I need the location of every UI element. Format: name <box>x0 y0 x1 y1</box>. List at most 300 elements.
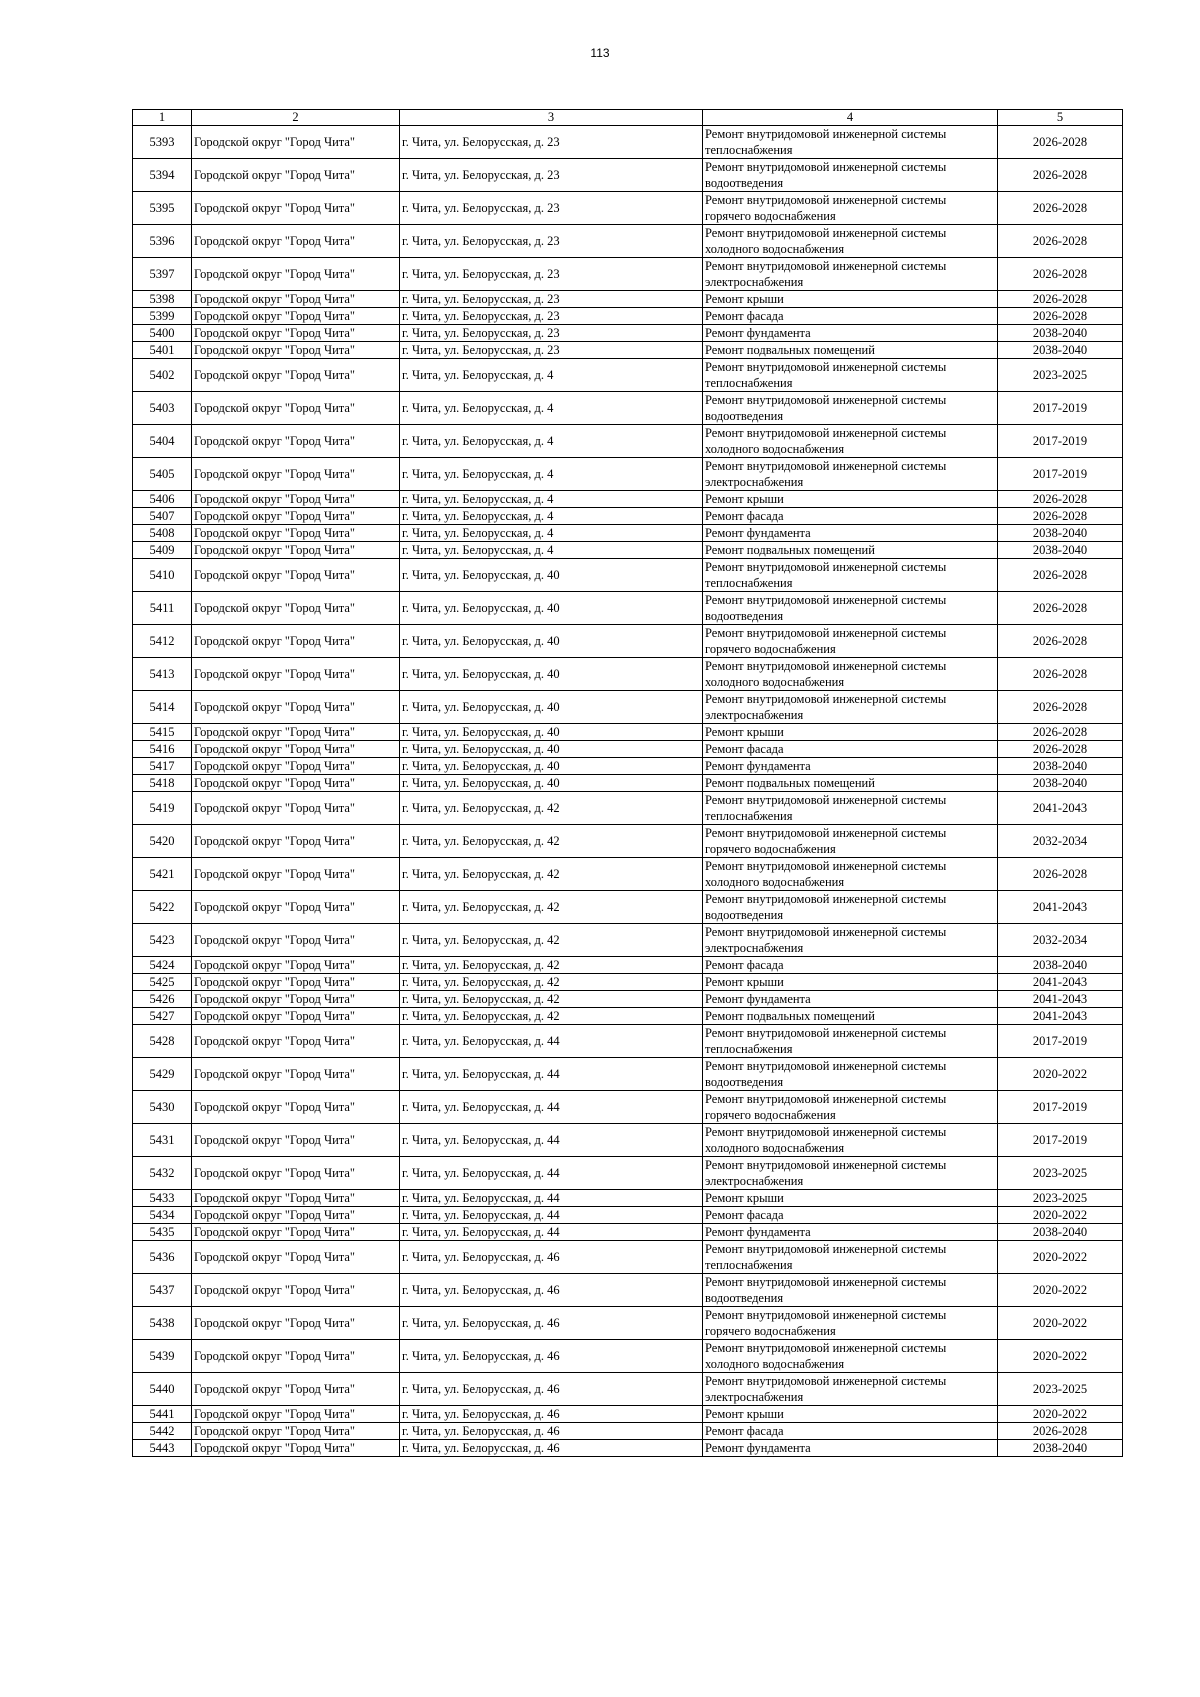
cell-row-number: 5405 <box>133 458 192 491</box>
cell-row-number: 5423 <box>133 924 192 957</box>
cell-municipality: Городской округ "Город Чита" <box>192 1274 400 1307</box>
cell-work-type: Ремонт фундамента <box>703 991 998 1008</box>
table-row <box>133 258 1123 291</box>
cell-period: 2038-2040 <box>998 325 1123 342</box>
cell-municipality: Городской округ "Город Чита" <box>192 1373 400 1406</box>
cell-municipality: Городской округ "Город Чита" <box>192 1207 400 1224</box>
table-row <box>133 1307 1123 1340</box>
table-row <box>133 126 1123 159</box>
cell-row-number: 5421 <box>133 858 192 891</box>
cell-work-type: Ремонт фасада <box>703 1207 998 1224</box>
cell-row-number: 5394 <box>133 159 192 192</box>
cell-work-type: Ремонт внутридомовой инженерной системы электроснабжения <box>703 258 998 291</box>
cell-row-number: 5428 <box>133 1025 192 1058</box>
cell-period: 2020-2022 <box>998 1207 1123 1224</box>
cell-address: г. Чита, ул. Белорусская, д. 42 <box>400 1008 703 1025</box>
cell-row-number: 5441 <box>133 1406 192 1423</box>
cell-period: 2020-2022 <box>998 1274 1123 1307</box>
cell-address: г. Чита, ул. Белорусская, д. 40 <box>400 625 703 658</box>
cell-municipality: Городской округ "Город Чита" <box>192 308 400 325</box>
cell-work-type: Ремонт внутридомовой инженерной системы теплоснабжения <box>703 1025 998 1058</box>
cell-row-number: 5406 <box>133 491 192 508</box>
cell-municipality: Городской округ "Город Чита" <box>192 542 400 559</box>
cell-address: г. Чита, ул. Белорусская, д. 23 <box>400 258 703 291</box>
cell-work-type: Ремонт внутридомовой инженерной системы горячего водоснабжения <box>703 825 998 858</box>
cell-row-number: 5440 <box>133 1373 192 1406</box>
cell-municipality: Городской округ "Город Чита" <box>192 1307 400 1340</box>
table-row <box>133 1373 1123 1406</box>
cell-municipality: Городской округ "Город Чита" <box>192 858 400 891</box>
cell-row-number: 5426 <box>133 991 192 1008</box>
table-row <box>133 192 1123 225</box>
cell-period: 2026-2028 <box>998 225 1123 258</box>
cell-row-number: 5413 <box>133 658 192 691</box>
cell-work-type: Ремонт внутридомовой инженерной системы теплоснабжения <box>703 359 998 392</box>
cell-address: г. Чита, ул. Белорусская, д. 40 <box>400 691 703 724</box>
cell-address: г. Чита, ул. Белорусская, д. 46 <box>400 1340 703 1373</box>
cell-work-type: Ремонт фундамента <box>703 758 998 775</box>
cell-row-number: 5399 <box>133 308 192 325</box>
cell-municipality: Городской округ "Город Чита" <box>192 1423 400 1440</box>
cell-row-number: 5401 <box>133 342 192 359</box>
cell-address: г. Чита, ул. Белорусская, д. 23 <box>400 291 703 308</box>
cell-work-type: Ремонт внутридомовой инженерной системы горячего водоснабжения <box>703 1091 998 1124</box>
cell-period: 2026-2028 <box>998 691 1123 724</box>
table-row <box>133 592 1123 625</box>
table-row <box>133 991 1123 1008</box>
table-row <box>133 691 1123 724</box>
table-row <box>133 159 1123 192</box>
table-row <box>133 525 1123 542</box>
table-row <box>133 392 1123 425</box>
cell-municipality: Городской округ "Город Чита" <box>192 1406 400 1423</box>
cell-row-number: 5414 <box>133 691 192 724</box>
table-row <box>133 1440 1123 1457</box>
cell-period: 2032-2034 <box>998 924 1123 957</box>
cell-municipality: Городской округ "Город Чита" <box>192 1241 400 1274</box>
table-row <box>133 1025 1123 1058</box>
cell-work-type: Ремонт фасада <box>703 308 998 325</box>
cell-period: 2041-2043 <box>998 991 1123 1008</box>
cell-work-type: Ремонт подвальных помещений <box>703 1008 998 1025</box>
cell-address: г. Чита, ул. Белорусская, д. 40 <box>400 592 703 625</box>
cell-address: г. Чита, ул. Белорусская, д. 23 <box>400 308 703 325</box>
repair-schedule-table <box>132 109 1123 1457</box>
table-row <box>133 425 1123 458</box>
cell-municipality: Городской округ "Город Чита" <box>192 625 400 658</box>
cell-work-type: Ремонт подвальных помещений <box>703 342 998 359</box>
cell-municipality: Городской округ "Город Чита" <box>192 508 400 525</box>
cell-period: 2020-2022 <box>998 1307 1123 1340</box>
cell-row-number: 5433 <box>133 1190 192 1207</box>
cell-municipality: Городской округ "Город Чита" <box>192 342 400 359</box>
cell-row-number: 5402 <box>133 359 192 392</box>
cell-municipality: Городской округ "Город Чита" <box>192 325 400 342</box>
table-row <box>133 291 1123 308</box>
cell-address: г. Чита, ул. Белорусская, д. 42 <box>400 974 703 991</box>
cell-municipality: Городской округ "Город Чита" <box>192 225 400 258</box>
cell-work-type: Ремонт внутридомовой инженерной системы электроснабжения <box>703 924 998 957</box>
cell-row-number: 5415 <box>133 724 192 741</box>
cell-address: г. Чита, ул. Белорусская, д. 40 <box>400 775 703 792</box>
cell-address: г. Чита, ул. Белорусская, д. 42 <box>400 924 703 957</box>
cell-address: г. Чита, ул. Белорусская, д. 4 <box>400 392 703 425</box>
cell-address: г. Чита, ул. Белорусская, д. 40 <box>400 658 703 691</box>
cell-period: 2026-2028 <box>998 308 1123 325</box>
cell-row-number: 5439 <box>133 1340 192 1373</box>
cell-row-number: 5418 <box>133 775 192 792</box>
cell-row-number: 5425 <box>133 974 192 991</box>
cell-period: 2026-2028 <box>998 592 1123 625</box>
header-col-2: 2 <box>192 110 400 126</box>
cell-period: 2038-2040 <box>998 1440 1123 1457</box>
table-row <box>133 308 1123 325</box>
cell-work-type: Ремонт внутридомовой инженерной системы электроснабжения <box>703 458 998 491</box>
cell-row-number: 5398 <box>133 291 192 308</box>
cell-work-type: Ремонт внутридомовой инженерной системы электроснабжения <box>703 1373 998 1406</box>
cell-work-type: Ремонт подвальных помещений <box>703 775 998 792</box>
cell-municipality: Городской округ "Город Чита" <box>192 1190 400 1207</box>
cell-work-type: Ремонт крыши <box>703 491 998 508</box>
cell-municipality: Городской округ "Город Чита" <box>192 691 400 724</box>
header-col-5: 5 <box>998 110 1123 126</box>
cell-address: г. Чита, ул. Белорусская, д. 42 <box>400 825 703 858</box>
cell-municipality: Городской округ "Город Чита" <box>192 957 400 974</box>
cell-period: 2041-2043 <box>998 974 1123 991</box>
table-row <box>133 1423 1123 1440</box>
cell-address: г. Чита, ул. Белорусская, д. 40 <box>400 559 703 592</box>
table-row <box>133 342 1123 359</box>
cell-period: 2026-2028 <box>998 258 1123 291</box>
cell-period: 2017-2019 <box>998 425 1123 458</box>
cell-address: г. Чита, ул. Белорусская, д. 46 <box>400 1423 703 1440</box>
cell-work-type: Ремонт фундамента <box>703 1440 998 1457</box>
cell-address: г. Чита, ул. Белорусская, д. 40 <box>400 724 703 741</box>
table-row <box>133 858 1123 891</box>
cell-period: 2032-2034 <box>998 825 1123 858</box>
cell-address: г. Чита, ул. Белорусская, д. 40 <box>400 758 703 775</box>
cell-municipality: Городской округ "Город Чита" <box>192 291 400 308</box>
header-col-1: 1 <box>133 110 192 126</box>
table-row <box>133 1190 1123 1207</box>
cell-row-number: 5438 <box>133 1307 192 1340</box>
cell-row-number: 5432 <box>133 1157 192 1190</box>
cell-address: г. Чита, ул. Белорусская, д. 4 <box>400 508 703 525</box>
cell-period: 2020-2022 <box>998 1406 1123 1423</box>
cell-address: г. Чита, ул. Белорусская, д. 42 <box>400 891 703 924</box>
cell-work-type: Ремонт фундамента <box>703 525 998 542</box>
cell-period: 2026-2028 <box>998 508 1123 525</box>
cell-period: 2026-2028 <box>998 491 1123 508</box>
cell-address: г. Чита, ул. Белорусская, д. 4 <box>400 542 703 559</box>
cell-period: 2026-2028 <box>998 192 1123 225</box>
table-row <box>133 1224 1123 1241</box>
cell-municipality: Городской округ "Город Чита" <box>192 458 400 491</box>
cell-municipality: Городской округ "Город Чита" <box>192 741 400 758</box>
table-row <box>133 325 1123 342</box>
cell-municipality: Городской округ "Город Чита" <box>192 991 400 1008</box>
cell-municipality: Городской округ "Город Чита" <box>192 758 400 775</box>
cell-municipality: Городской округ "Город Чита" <box>192 392 400 425</box>
cell-municipality: Городской округ "Город Чита" <box>192 1340 400 1373</box>
cell-municipality: Городской округ "Город Чита" <box>192 258 400 291</box>
cell-period: 2041-2043 <box>998 1008 1123 1025</box>
cell-row-number: 5430 <box>133 1091 192 1124</box>
cell-row-number: 5393 <box>133 126 192 159</box>
cell-address: г. Чита, ул. Белорусская, д. 40 <box>400 741 703 758</box>
cell-municipality: Городской округ "Город Чита" <box>192 1008 400 1025</box>
cell-row-number: 5403 <box>133 392 192 425</box>
cell-municipality: Городской округ "Город Чита" <box>192 1440 400 1457</box>
cell-municipality: Городской округ "Город Чита" <box>192 891 400 924</box>
cell-address: г. Чита, ул. Белорусская, д. 4 <box>400 425 703 458</box>
cell-work-type: Ремонт крыши <box>703 724 998 741</box>
cell-address: г. Чита, ул. Белорусская, д. 42 <box>400 858 703 891</box>
cell-work-type: Ремонт внутридомовой инженерной системы электроснабжения <box>703 1157 998 1190</box>
table-row <box>133 1207 1123 1224</box>
table-row <box>133 724 1123 741</box>
cell-row-number: 5434 <box>133 1207 192 1224</box>
table-row <box>133 957 1123 974</box>
cell-work-type: Ремонт внутридомовой инженерной системы водоотведения <box>703 1274 998 1307</box>
cell-address: г. Чита, ул. Белорусская, д. 23 <box>400 342 703 359</box>
cell-municipality: Городской округ "Город Чита" <box>192 491 400 508</box>
cell-row-number: 5437 <box>133 1274 192 1307</box>
cell-work-type: Ремонт внутридомовой инженерной системы водоотведения <box>703 891 998 924</box>
cell-address: г. Чита, ул. Белорусская, д. 4 <box>400 359 703 392</box>
cell-work-type: Ремонт фасада <box>703 1423 998 1440</box>
cell-address: г. Чита, ул. Белорусская, д. 44 <box>400 1224 703 1241</box>
cell-address: г. Чита, ул. Белорусская, д. 4 <box>400 525 703 542</box>
cell-row-number: 5436 <box>133 1241 192 1274</box>
cell-row-number: 5396 <box>133 225 192 258</box>
cell-municipality: Городской округ "Город Чита" <box>192 559 400 592</box>
cell-period: 2026-2028 <box>998 741 1123 758</box>
cell-address: г. Чита, ул. Белорусская, д. 44 <box>400 1091 703 1124</box>
cell-period: 2038-2040 <box>998 957 1123 974</box>
cell-period: 2020-2022 <box>998 1241 1123 1274</box>
cell-work-type: Ремонт внутридомовой инженерной системы холодного водоснабжения <box>703 658 998 691</box>
cell-address: г. Чита, ул. Белорусская, д. 23 <box>400 225 703 258</box>
cell-work-type: Ремонт внутридомовой инженерной системы электроснабжения <box>703 691 998 724</box>
cell-row-number: 5431 <box>133 1124 192 1157</box>
table-row <box>133 1241 1123 1274</box>
cell-municipality: Городской округ "Город Чита" <box>192 159 400 192</box>
cell-address: г. Чита, ул. Белорусская, д. 42 <box>400 991 703 1008</box>
cell-address: г. Чита, ул. Белорусская, д. 4 <box>400 458 703 491</box>
cell-period: 2038-2040 <box>998 775 1123 792</box>
cell-period: 2017-2019 <box>998 1124 1123 1157</box>
table-row <box>133 924 1123 957</box>
cell-municipality: Городской округ "Город Чита" <box>192 724 400 741</box>
cell-work-type: Ремонт внутридомовой инженерной системы горячего водоснабжения <box>703 1307 998 1340</box>
cell-row-number: 5400 <box>133 325 192 342</box>
cell-period: 2038-2040 <box>998 758 1123 775</box>
cell-municipality: Городской округ "Город Чита" <box>192 192 400 225</box>
cell-period: 2026-2028 <box>998 658 1123 691</box>
cell-period: 2026-2028 <box>998 625 1123 658</box>
cell-work-type: Ремонт внутридомовой инженерной системы теплоснабжения <box>703 126 998 159</box>
cell-work-type: Ремонт фасада <box>703 508 998 525</box>
cell-municipality: Городской округ "Город Чита" <box>192 1091 400 1124</box>
cell-row-number: 5427 <box>133 1008 192 1025</box>
cell-work-type: Ремонт крыши <box>703 1190 998 1207</box>
cell-row-number: 5411 <box>133 592 192 625</box>
cell-address: г. Чита, ул. Белорусская, д. 44 <box>400 1025 703 1058</box>
cell-municipality: Городской округ "Город Чита" <box>192 825 400 858</box>
cell-municipality: Городской округ "Город Чита" <box>192 1025 400 1058</box>
cell-work-type: Ремонт внутридомовой инженерной системы горячего водоснабжения <box>703 192 998 225</box>
cell-municipality: Городской округ "Город Чита" <box>192 592 400 625</box>
cell-row-number: 5417 <box>133 758 192 775</box>
table-row <box>133 1157 1123 1190</box>
table-row <box>133 542 1123 559</box>
table-row <box>133 825 1123 858</box>
cell-period: 2026-2028 <box>998 126 1123 159</box>
table-row <box>133 1008 1123 1025</box>
cell-work-type: Ремонт внутридомовой инженерной системы теплоснабжения <box>703 792 998 825</box>
cell-municipality: Городской округ "Город Чита" <box>192 1157 400 1190</box>
cell-address: г. Чита, ул. Белорусская, д. 44 <box>400 1207 703 1224</box>
cell-work-type: Ремонт внутридомовой инженерной системы теплоснабжения <box>703 559 998 592</box>
cell-row-number: 5407 <box>133 508 192 525</box>
cell-period: 2026-2028 <box>998 159 1123 192</box>
cell-row-number: 5429 <box>133 1058 192 1091</box>
table-row <box>133 1274 1123 1307</box>
cell-work-type: Ремонт внутридомовой инженерной системы холодного водоснабжения <box>703 425 998 458</box>
cell-row-number: 5420 <box>133 825 192 858</box>
table-row <box>133 775 1123 792</box>
cell-period: 2017-2019 <box>998 392 1123 425</box>
cell-municipality: Городской округ "Город Чита" <box>192 924 400 957</box>
cell-address: г. Чита, ул. Белорусская, д. 46 <box>400 1440 703 1457</box>
cell-work-type: Ремонт внутридомовой инженерной системы холодного водоснабжения <box>703 858 998 891</box>
cell-row-number: 5395 <box>133 192 192 225</box>
cell-period: 2026-2028 <box>998 1423 1123 1440</box>
cell-row-number: 5442 <box>133 1423 192 1440</box>
cell-address: г. Чита, ул. Белорусская, д. 42 <box>400 957 703 974</box>
cell-row-number: 5419 <box>133 792 192 825</box>
cell-address: г. Чита, ул. Белорусская, д. 46 <box>400 1373 703 1406</box>
cell-period: 2020-2022 <box>998 1058 1123 1091</box>
cell-row-number: 5409 <box>133 542 192 559</box>
cell-period: 2023-2025 <box>998 359 1123 392</box>
header-row <box>133 110 1123 126</box>
table-row <box>133 891 1123 924</box>
table-header <box>133 110 1123 126</box>
cell-work-type: Ремонт фасада <box>703 741 998 758</box>
cell-municipality: Городской округ "Город Чита" <box>192 775 400 792</box>
cell-municipality: Городской округ "Город Чита" <box>192 359 400 392</box>
cell-period: 2041-2043 <box>998 891 1123 924</box>
cell-period: 2038-2040 <box>998 342 1123 359</box>
cell-period: 2026-2028 <box>998 559 1123 592</box>
cell-row-number: 5410 <box>133 559 192 592</box>
cell-row-number: 5424 <box>133 957 192 974</box>
table-row <box>133 359 1123 392</box>
table-row <box>133 1091 1123 1124</box>
cell-municipality: Городской округ "Город Чита" <box>192 974 400 991</box>
cell-municipality: Городской округ "Город Чита" <box>192 792 400 825</box>
cell-address: г. Чита, ул. Белорусская, д. 4 <box>400 491 703 508</box>
cell-work-type: Ремонт внутридомовой инженерной системы теплоснабжения <box>703 1241 998 1274</box>
cell-address: г. Чита, ул. Белорусская, д. 44 <box>400 1157 703 1190</box>
cell-address: г. Чита, ул. Белорусская, д. 44 <box>400 1124 703 1157</box>
table-row <box>133 792 1123 825</box>
cell-address: г. Чита, ул. Белорусская, д. 44 <box>400 1190 703 1207</box>
cell-work-type: Ремонт фасада <box>703 957 998 974</box>
cell-row-number: 5412 <box>133 625 192 658</box>
cell-row-number: 5397 <box>133 258 192 291</box>
cell-address: г. Чита, ул. Белорусская, д. 46 <box>400 1241 703 1274</box>
table-row <box>133 741 1123 758</box>
cell-row-number: 5404 <box>133 425 192 458</box>
cell-work-type: Ремонт крыши <box>703 1406 998 1423</box>
cell-row-number: 5443 <box>133 1440 192 1457</box>
cell-row-number: 5408 <box>133 525 192 542</box>
cell-work-type: Ремонт внутридомовой инженерной системы водоотведения <box>703 1058 998 1091</box>
table-row <box>133 658 1123 691</box>
cell-work-type: Ремонт крыши <box>703 974 998 991</box>
cell-period: 2020-2022 <box>998 1340 1123 1373</box>
cell-work-type: Ремонт внутридомовой инженерной системы водоотведения <box>703 392 998 425</box>
header-col-3: 3 <box>400 110 703 126</box>
table-row <box>133 758 1123 775</box>
cell-address: г. Чита, ул. Белорусская, д. 23 <box>400 159 703 192</box>
table-body <box>133 126 1123 1457</box>
cell-municipality: Городской округ "Город Чита" <box>192 1124 400 1157</box>
cell-municipality: Городской округ "Город Чита" <box>192 425 400 458</box>
table-row <box>133 625 1123 658</box>
cell-address: г. Чита, ул. Белорусская, д. 42 <box>400 792 703 825</box>
page-number: 113 <box>590 46 610 60</box>
cell-period: 2017-2019 <box>998 1091 1123 1124</box>
cell-period: 2017-2019 <box>998 458 1123 491</box>
cell-row-number: 5422 <box>133 891 192 924</box>
cell-address: г. Чита, ул. Белорусская, д. 23 <box>400 126 703 159</box>
table-row <box>133 1124 1123 1157</box>
cell-address: г. Чита, ул. Белорусская, д. 23 <box>400 192 703 225</box>
cell-work-type: Ремонт внутридомовой инженерной системы водоотведения <box>703 592 998 625</box>
cell-address: г. Чита, ул. Белорусская, д. 46 <box>400 1274 703 1307</box>
cell-address: г. Чита, ул. Белорусская, д. 44 <box>400 1058 703 1091</box>
cell-period: 2023-2025 <box>998 1157 1123 1190</box>
cell-period: 2023-2025 <box>998 1373 1123 1406</box>
cell-municipality: Городской округ "Город Чита" <box>192 1224 400 1241</box>
cell-period: 2023-2025 <box>998 1190 1123 1207</box>
table-row <box>133 491 1123 508</box>
cell-work-type: Ремонт крыши <box>703 291 998 308</box>
cell-period: 2017-2019 <box>998 1025 1123 1058</box>
table-row <box>133 1340 1123 1373</box>
cell-work-type: Ремонт внутридомовой инженерной системы холодного водоснабжения <box>703 1124 998 1157</box>
cell-work-type: Ремонт фундамента <box>703 325 998 342</box>
cell-row-number: 5416 <box>133 741 192 758</box>
cell-municipality: Городской округ "Город Чита" <box>192 658 400 691</box>
table-row <box>133 974 1123 991</box>
table-row <box>133 559 1123 592</box>
cell-period: 2026-2028 <box>998 858 1123 891</box>
cell-work-type: Ремонт внутридомовой инженерной системы водоотведения <box>703 159 998 192</box>
cell-work-type: Ремонт подвальных помещений <box>703 542 998 559</box>
cell-address: г. Чита, ул. Белорусская, д. 23 <box>400 325 703 342</box>
table-row <box>133 1406 1123 1423</box>
cell-work-type: Ремонт внутридомовой инженерной системы холодного водоснабжения <box>703 225 998 258</box>
table-row <box>133 1058 1123 1091</box>
table-row <box>133 225 1123 258</box>
cell-period: 2038-2040 <box>998 1224 1123 1241</box>
cell-row-number: 5435 <box>133 1224 192 1241</box>
